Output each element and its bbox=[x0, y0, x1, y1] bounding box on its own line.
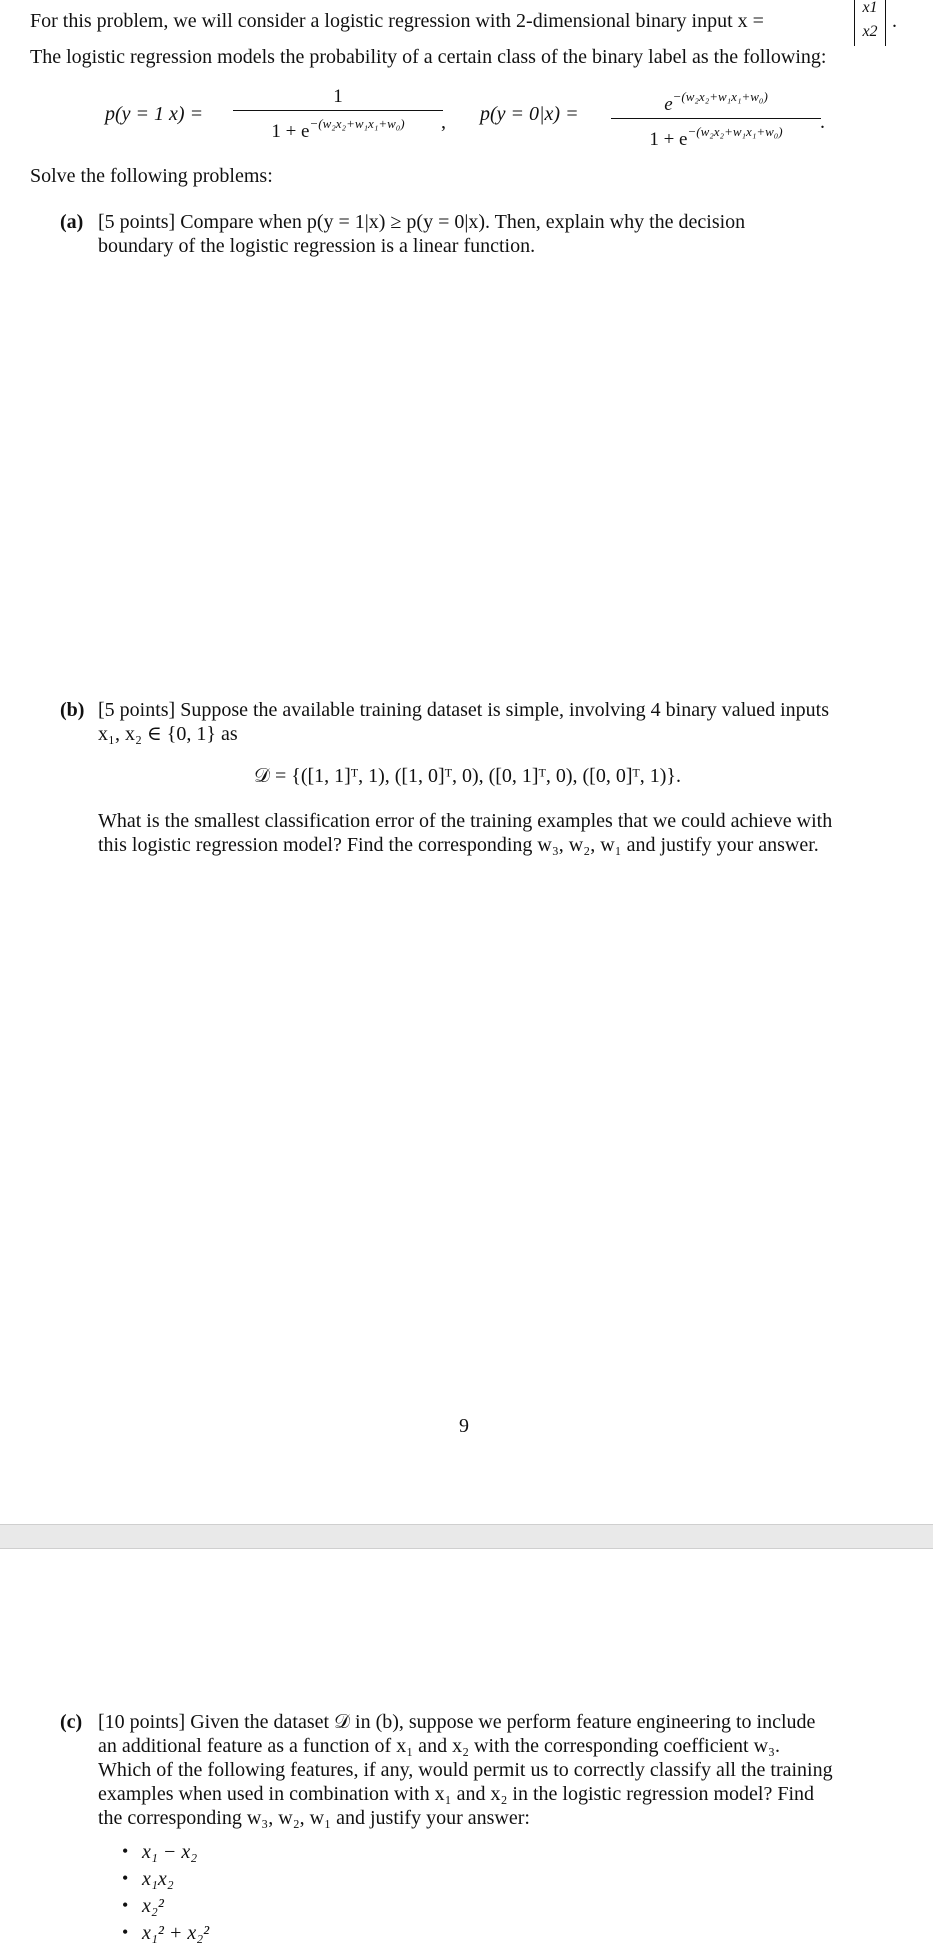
eq-p0-fraction bbox=[611, 86, 821, 151]
bullet-icon: • bbox=[122, 1922, 129, 1942]
part-c-line-2: an additional feature as a function of x₁ and x₂ with the corresponding coefficient w₃. bbox=[98, 1735, 780, 1757]
eq-p1-den-base: 1 + e bbox=[271, 121, 310, 142]
part-c-line-3: Which of the following features, if any, would permit us to correctly classify all the training bbox=[98, 1759, 833, 1781]
part-b-dataset: 𝒟 = {([1, 1]ᵀ, 1), ([1, 0]ᵀ, 0), ([0, 1]ᵀ, 0), ([0, 0]ᵀ, 1)}. bbox=[254, 765, 681, 787]
bullet-icon: • bbox=[122, 1868, 129, 1888]
vector-entry-x2: x2 bbox=[862, 23, 878, 40]
bullet-icon: • bbox=[122, 1895, 129, 1915]
input-vector bbox=[854, 0, 886, 46]
bullet-icon: • bbox=[122, 1841, 129, 1861]
eq-p0-num-base: e bbox=[664, 94, 673, 115]
part-c-line-1: [10 points] Given the dataset 𝒟 in (b), suppose we perform feature engineering to include bbox=[98, 1711, 816, 1733]
part-a-line-2: boundary of the logistic regression is a linear function. bbox=[98, 235, 536, 257]
option-item: x₁ − x₂ bbox=[142, 1841, 198, 1863]
part-b-line-1: [5 points] Suppose the available training dataset is simple, involving 4 binary valued inputs bbox=[98, 699, 829, 721]
part-c-line-5: the corresponding w₃, w₂, w₁ and justify your answer: bbox=[98, 1807, 530, 1829]
solve-label: Solve the following problems: bbox=[30, 165, 273, 187]
option-item: x₂² bbox=[142, 1895, 164, 1917]
intro-line-2: The logistic regression models the probability of a certain class of the binary label as the following: bbox=[30, 46, 827, 68]
part-a-line-1: [5 points] Compare when p(y = 1|x) ≥ p(y = 0|x). Then, explain why the decision bbox=[98, 211, 746, 233]
eq-p0-den-exponent: −(w₂x₂+w₁x₁+w₀) bbox=[687, 124, 783, 139]
part-b-line-3: What is the smallest classification error of the training examples that we could achieve with bbox=[98, 810, 833, 832]
part-b-line-2: x₁, x₂ ∈ {0, 1} as bbox=[98, 723, 238, 745]
eq-p1-den-exponent: −(w₂x₂+w₁x₁+w₀) bbox=[309, 116, 405, 131]
eq-comma: , bbox=[441, 111, 446, 133]
eq-p1-numerator: 1 bbox=[333, 86, 343, 107]
page-10 bbox=[0, 1549, 933, 1956]
intro-period: . bbox=[892, 10, 897, 32]
eq-p0-num-exponent: −(w₂x₂+w₁x₁+w₀) bbox=[672, 89, 768, 104]
option-item: x₁x₂ bbox=[142, 1868, 174, 1890]
option-item: x₁² + x₂² bbox=[142, 1922, 210, 1944]
eq-p0-numerator bbox=[611, 86, 821, 116]
eq-p1-lhs: p(y = 1 x) = bbox=[105, 103, 204, 125]
part-a-tag: (a) bbox=[60, 211, 84, 233]
eq-p1-denominator bbox=[233, 113, 443, 143]
eq-period: . bbox=[820, 111, 825, 133]
eq-p0-lhs: p(y = 0|x) = bbox=[480, 103, 579, 125]
eq-p0-den-base: 1 + e bbox=[649, 129, 688, 150]
eq-p0-denominator bbox=[611, 121, 821, 151]
intro-line-1: For this problem, we will consider a logistic regression with 2-dimensional binary input x = bbox=[30, 10, 764, 32]
page-number: 9 bbox=[459, 1415, 469, 1437]
fraction-bar bbox=[233, 110, 443, 111]
eq-p1-fraction bbox=[233, 86, 443, 143]
vector-entry-x1: x1 bbox=[862, 0, 878, 16]
part-c-tag: (c) bbox=[60, 1711, 83, 1733]
part-c-line-4: examples when used in combination with x₁ and x₂ in the logistic regression model? Find bbox=[98, 1783, 815, 1805]
part-b-tag: (b) bbox=[60, 699, 85, 721]
fraction-bar bbox=[611, 118, 821, 119]
part-b-line-4: this logistic regression model? Find the corresponding w₃, w₂, w₁ and justify your answer. bbox=[98, 834, 819, 856]
page-separator bbox=[0, 1524, 933, 1549]
